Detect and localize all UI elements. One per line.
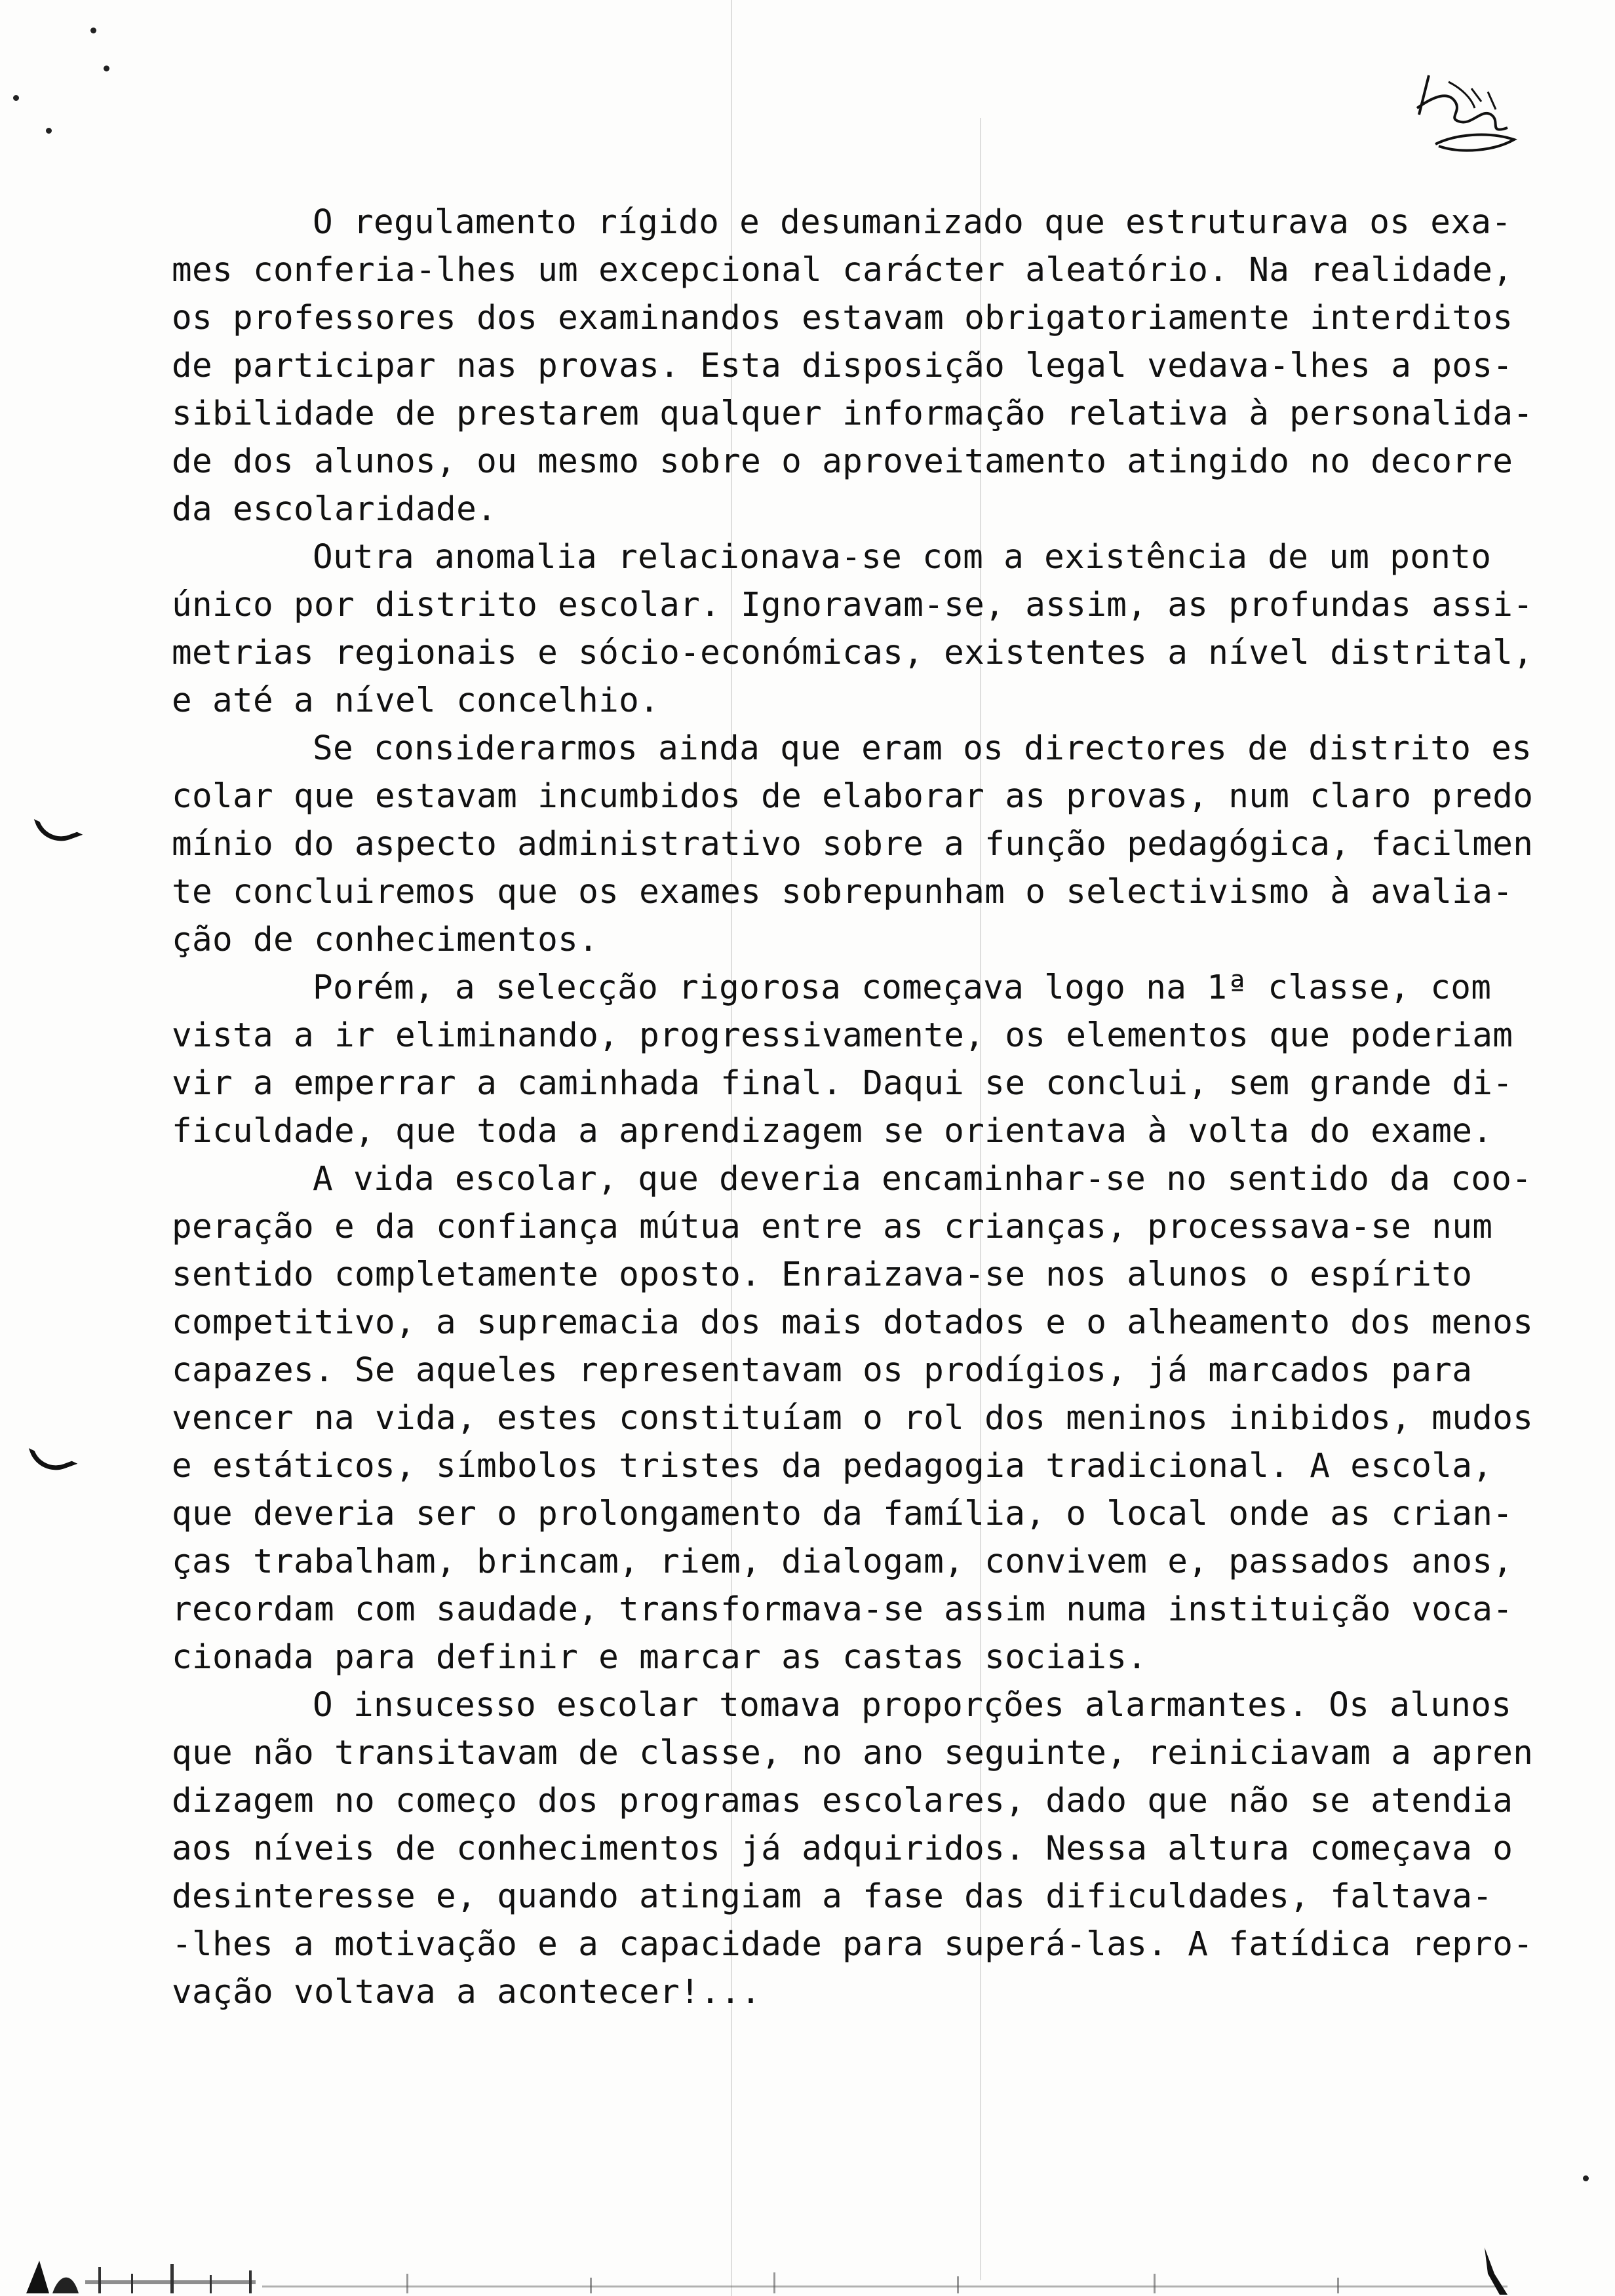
text-line: que deveria ser o prolongamento da família, o local onde as crian-: [172, 1495, 1513, 1533]
text-line: vir a emperrar a caminhada final. Daqui se conclui, sem grande di-: [172, 1064, 1513, 1103]
text-line: de participar nas provas. Esta disposição legal vedava-lhes a pos-: [172, 347, 1513, 385]
text-line: competitivo, a supremacia dos mais dotados e o alheamento dos menos: [172, 1303, 1534, 1342]
text-line: Outra anomalia relacionava-se com a existência de um ponto: [313, 538, 1492, 577]
stray-mark: [104, 66, 109, 71]
handwritten-initials-icon: [1409, 62, 1521, 161]
text-line: desinteresse e, quando atingiam a fase das dificuldades, faltava-: [172, 1877, 1493, 1916]
text-line: e até a nível concelhio.: [172, 681, 660, 720]
text-line: capazes. Se aqueles representavam os prodígios, já marcados para: [172, 1351, 1473, 1390]
stray-mark: [90, 28, 96, 33]
text-line: aos níveis de conhecimentos já adquiridos. Nessa altura começava o: [172, 1829, 1513, 1868]
text-line: ficuldade, que toda a aprendizagem se orientava à volta do exame.: [172, 1112, 1493, 1151]
text-line: metrias regionais e sócio-económicas, existentes a nível distrital,: [172, 634, 1534, 672]
text-line: ças trabalham, brincam, riem, dialogam, convivem e, passados anos,: [172, 1542, 1513, 1581]
text-line: vista a ir eliminando, progressivamente, os elementos que poderiam: [172, 1016, 1513, 1055]
text-line: sentido completamente oposto. Enraizava-se nos alunos o espírito: [172, 1255, 1473, 1294]
text-line: mes conferia-lhes um excepcional carácter aleatório. Na realidade,: [172, 251, 1513, 290]
binder-hole-mark: [34, 805, 83, 849]
scan-noise-strip: [0, 2234, 1615, 2296]
text-line: único por distrito escolar. Ignoravam-se, assim, as profundas assi-: [172, 586, 1534, 624]
text-line: mínio do aspecto administrativo sobre a função pedagógica, facilmen: [172, 825, 1534, 864]
text-line: vencer na vida, estes constituíam o rol dos meninos inibidos, mudos: [172, 1399, 1534, 1438]
text-line: que não transitavam de classe, no ano seguinte, reiniciavam a apren: [172, 1734, 1534, 1772]
text-line: peração e da confiança mútua entre as crianças, processava-se num: [172, 1208, 1493, 1246]
text-line: vação voltava a acontecer!...: [172, 1973, 762, 2012]
text-line: Porém, a selecção rigorosa começava logo na 1ª classe, com: [313, 968, 1492, 1007]
binder-hole-mark: [29, 1434, 78, 1478]
text-line: dizagem no começo dos programas escolares, dado que não se atendia: [172, 1782, 1513, 1820]
text-line: da escolaridade.: [172, 490, 497, 529]
text-line: e estáticos, símbolos tristes da pedagogia tradicional. A escola,: [172, 1447, 1493, 1485]
text-line: O regulamento rígido e desumanizado que estruturava os exa-: [313, 203, 1512, 242]
text-line: -lhes a motivação e a capacidade para superá-las. A fatídica repro-: [172, 1925, 1534, 1964]
stray-mark: [46, 128, 52, 134]
stray-mark: [1583, 2175, 1589, 2181]
text-line: O insucesso escolar tomava proporções alarmantes. Os alunos: [313, 1686, 1512, 1725]
text-line: Se considerarmos ainda que eram os directores de distrito es: [313, 729, 1532, 768]
text-line: de dos alunos, ou mesmo sobre o aproveitamento atingido no decorre: [172, 442, 1513, 481]
text-line: cionada para definir e marcar as castas sociais.: [172, 1638, 1148, 1677]
text-line: A vida escolar, que deveria encaminhar-se no sentido da coo-: [313, 1160, 1532, 1198]
text-line: recordam com saudade, transformava-se assim numa instituição voca-: [172, 1590, 1513, 1629]
stray-mark: [13, 95, 19, 101]
text-line: sibilidade de prestarem qualquer informação relativa à personalida-: [172, 394, 1534, 433]
text-line: ção de conhecimentos.: [172, 921, 599, 959]
text-line: te concluiremos que os exames sobrepunham o selectivismo à avalia-: [172, 873, 1513, 911]
text-line: colar que estavam incumbidos de elaborar as provas, num claro predo: [172, 777, 1534, 816]
text-line: os professores dos examinandos estavam obrigatoriamente interditos: [172, 299, 1513, 337]
